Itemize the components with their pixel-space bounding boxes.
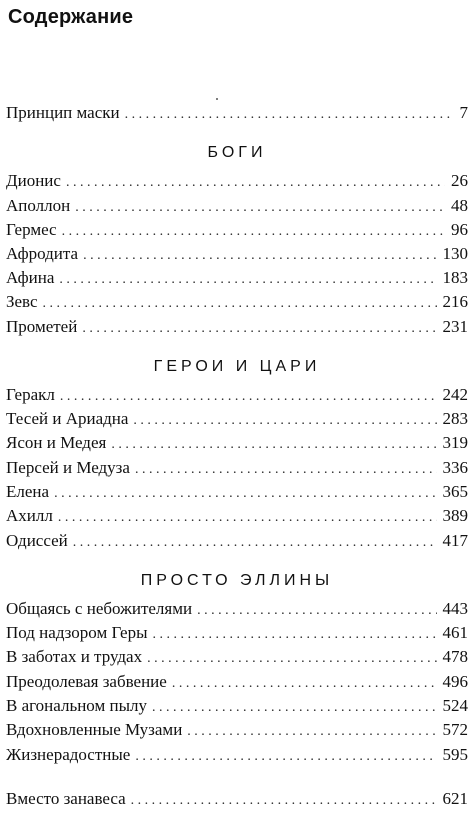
toc-entry xyxy=(6,315,468,339)
entry-title: Афродита xyxy=(6,244,79,263)
entry-title: В агональном пылу xyxy=(6,696,147,715)
toc-entry xyxy=(6,743,468,767)
toc-entry xyxy=(6,597,468,621)
toc-entry xyxy=(6,645,468,669)
entry-title: В заботах и трудах xyxy=(6,647,143,666)
entry-page: 130 xyxy=(442,244,468,263)
entry-page: 417 xyxy=(442,531,468,550)
dot-leader xyxy=(197,599,436,623)
dot-leader xyxy=(133,409,436,433)
entry-title: Геракл xyxy=(6,385,55,404)
entry-title: Вдохновленные Музами xyxy=(6,720,183,739)
entry-page: 336 xyxy=(442,458,468,477)
dot-leader xyxy=(131,789,437,813)
dot-leader xyxy=(54,482,436,506)
entry-title: Афина xyxy=(6,268,55,287)
entry-page: 496 xyxy=(442,672,468,691)
entry-page: 26 xyxy=(451,171,468,190)
toc-entry xyxy=(6,787,468,811)
toc-entry xyxy=(6,218,468,242)
toc-entry xyxy=(6,407,468,431)
entry-page: 96 xyxy=(451,220,468,239)
dot-leader xyxy=(58,506,437,530)
entry-page: 461 xyxy=(442,623,468,642)
entry-title: Вместо занавеса xyxy=(6,789,126,808)
entry-title: Общаясь с небожителями xyxy=(6,599,193,618)
dot-leader xyxy=(153,623,437,647)
toc-entry xyxy=(6,266,468,290)
dot-leader xyxy=(135,458,437,482)
entry-page: 443 xyxy=(442,599,468,618)
dot-leader xyxy=(66,171,445,195)
toc-entry xyxy=(6,101,468,125)
dot-leader xyxy=(43,292,437,316)
toc-entry xyxy=(6,529,468,553)
toc-entry xyxy=(6,194,468,218)
dot-leader xyxy=(172,672,437,696)
dot-leader xyxy=(187,720,436,744)
entry-page: 319 xyxy=(442,433,468,452)
entry-title: Гермес xyxy=(6,220,57,239)
entry-title: Дионис xyxy=(6,171,61,190)
entry-page: 216 xyxy=(442,292,468,311)
toc-entry xyxy=(6,480,468,504)
dot-leader xyxy=(62,220,445,244)
entry-title: Под надзором Геры xyxy=(6,623,148,642)
entry-title: Преодолевая забвение xyxy=(6,672,167,691)
toc-entry xyxy=(6,621,468,645)
toc-entry xyxy=(6,670,468,694)
dot-leader xyxy=(152,696,437,720)
entry-page: 524 xyxy=(442,696,468,715)
entry-page: 242 xyxy=(442,385,468,404)
entry-page: 365 xyxy=(442,482,468,501)
entry-title: Тесей и Ариадна xyxy=(6,409,129,428)
entry-page: 478 xyxy=(442,647,468,666)
entry-page: 595 xyxy=(442,745,468,764)
entry-title: Елена xyxy=(6,482,50,501)
dot-leader xyxy=(60,385,437,409)
entry-page: 231 xyxy=(442,317,468,336)
entry-title: Прометей xyxy=(6,317,78,336)
entry-page: 283 xyxy=(442,409,468,428)
dot-leader xyxy=(75,196,445,220)
toc-entry xyxy=(6,290,468,314)
entry-page: 183 xyxy=(442,268,468,287)
section-heading-gods: БОГИ xyxy=(207,144,267,161)
dot-leader xyxy=(82,317,436,341)
entry-title: Ясон и Медея xyxy=(6,433,107,452)
dot-leader xyxy=(135,745,436,769)
entry-title: Жизнерадостные xyxy=(6,745,131,764)
section-heading-heroes: ГЕРОИ И ЦАРИ xyxy=(153,358,321,375)
dot-leader xyxy=(59,268,436,292)
section-heading-hellenes: ПРОСТО ЭЛЛИНЫ xyxy=(140,572,334,589)
toc-entry xyxy=(6,694,468,718)
dot-leader xyxy=(73,531,437,555)
dot-leader xyxy=(83,244,436,268)
print-speck xyxy=(216,98,218,100)
dot-leader xyxy=(147,647,436,671)
entry-title: Ахилл xyxy=(6,506,53,525)
entry-page: 572 xyxy=(442,720,468,739)
page-title: Содержание xyxy=(8,6,134,28)
toc-entry xyxy=(6,456,468,480)
dot-leader xyxy=(111,433,436,457)
entry-title: Одиссей xyxy=(6,531,68,550)
entry-page: 48 xyxy=(451,196,468,215)
toc-entry xyxy=(6,242,468,266)
toc-entry xyxy=(6,169,468,193)
entry-page: 7 xyxy=(459,103,468,122)
toc-entry xyxy=(6,504,468,528)
dot-leader xyxy=(125,103,454,127)
entry-title: Персей и Медуза xyxy=(6,458,130,477)
toc-entry xyxy=(6,383,468,407)
toc-entry xyxy=(6,431,468,455)
entry-title: Аполлон xyxy=(6,196,71,215)
entry-page: 389 xyxy=(442,506,468,525)
entry-page: 621 xyxy=(442,789,468,808)
entry-title: Зевс xyxy=(6,292,38,311)
toc-entry xyxy=(6,718,468,742)
entry-title: Принцип маски xyxy=(6,103,120,122)
